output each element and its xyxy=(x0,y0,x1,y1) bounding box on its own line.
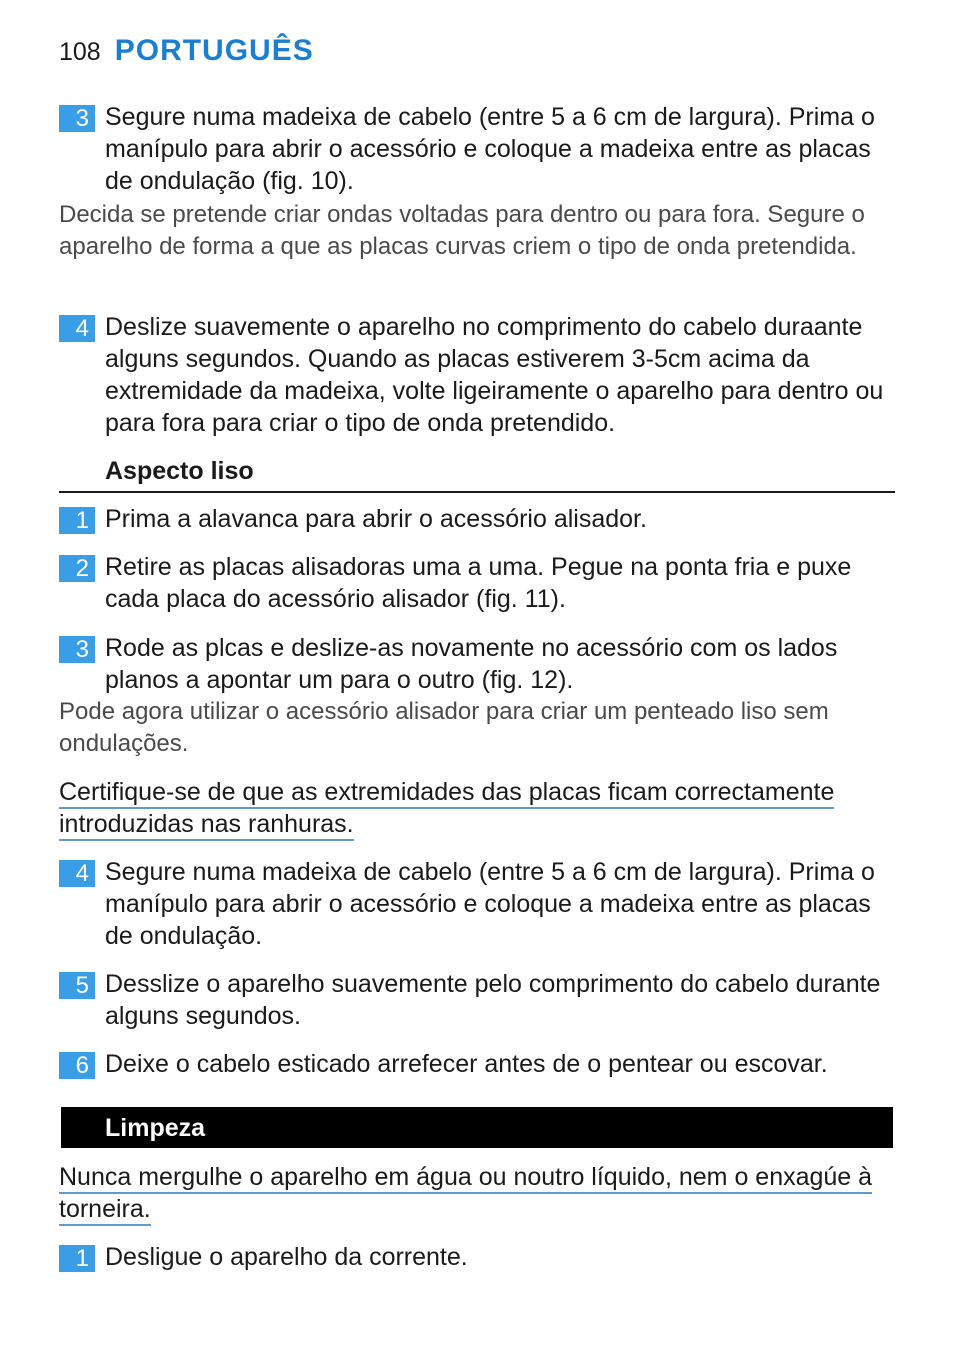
page-header xyxy=(59,34,314,74)
section-title: Limpeza xyxy=(105,1114,206,1142)
step-item xyxy=(59,1048,895,1082)
page-number: 108 xyxy=(59,38,101,66)
warning-underlined: Nunca mergulhe o aparelho em água ou noutro líquido, nem o enxagúe à torneira. xyxy=(59,1163,872,1226)
warning-text xyxy=(59,1161,895,1225)
step-text: Desligue o aparelho da corrente. xyxy=(105,1243,468,1271)
step-text: Prima a alavanca para abrir o acessório alisador. xyxy=(105,505,647,533)
subheading-title: Aspecto liso xyxy=(105,457,254,485)
step-text: Deslize suavemente o aparelho no comprimento do cabelo duraante alguns segundos. Quando as placas estiverem 3-5cm acima da extremidade da madeixa, volte ligeiramente o aparelho para dentro ou para fora para criar o tipo de onda pretendido. xyxy=(105,313,884,437)
step-text: Deixe o cabelo esticado arrefecer antes de o pentear ou escovar. xyxy=(105,1050,828,1078)
step-number-badge: 4 xyxy=(59,860,95,887)
step-text: Segure numa madeixa de cabelo (entre 5 a 6 cm de largura). Prima o manípulo para abrir o acessório e coloque a madeixa entre as placas de ondulação (fig. 10). xyxy=(105,103,875,195)
step-number-badge: 1 xyxy=(59,507,95,534)
step-number-badge: 3 xyxy=(59,105,95,132)
subheading xyxy=(59,455,895,493)
step-item xyxy=(59,101,895,201)
step-item xyxy=(59,551,895,617)
step-item xyxy=(59,968,895,1034)
language-title: PORTUGUÊS xyxy=(114,34,314,67)
step-number-badge: 1 xyxy=(59,1245,95,1272)
note-text: Pode agora utilizar o acessório alisador para criar um penteado liso sem ondulações. xyxy=(59,698,829,757)
step-item xyxy=(59,1241,895,1275)
section-heading-bar xyxy=(61,1107,893,1148)
warning-underlined: Certifique-se de que as extremidades das placas ficam correctamente introduzidas nas ranhuras. xyxy=(59,778,834,841)
step-text: Desslize o aparelho suavemente pelo comprimento do cabelo durante alguns segundos. xyxy=(105,970,881,1030)
step-number-badge: 3 xyxy=(59,636,95,663)
step-number-badge: 2 xyxy=(59,555,95,582)
step-text: Segure numa madeixa de cabelo (entre 5 a 6 cm de largura). Prima o manípulo para abrir o acessório e coloque a madeixa entre as placas de ondulação. xyxy=(105,858,875,950)
step-item xyxy=(59,503,895,537)
step-text: Rode as plcas e deslize-as novamente no acessório com os lados planos a apontar um para o outro (fig. 12). xyxy=(105,634,838,694)
step-item xyxy=(59,632,895,698)
step-number-badge: 6 xyxy=(59,1052,95,1079)
warning-text xyxy=(59,776,895,840)
step-number-badge: 5 xyxy=(59,972,95,999)
step-text: Retire as placas alisadoras uma a uma. Pegue na ponta fria e puxe cada placa do acessório alisador (fig. 11). xyxy=(105,553,852,613)
note-text: Decida se pretende criar ondas voltadas para dentro ou para fora. Segure o aparelho de forma a que as placas curvas criem o tipo de onda pretendida. xyxy=(59,201,865,260)
step-item xyxy=(59,311,895,441)
step-number-badge: 4 xyxy=(59,315,95,342)
step-item xyxy=(59,856,895,956)
